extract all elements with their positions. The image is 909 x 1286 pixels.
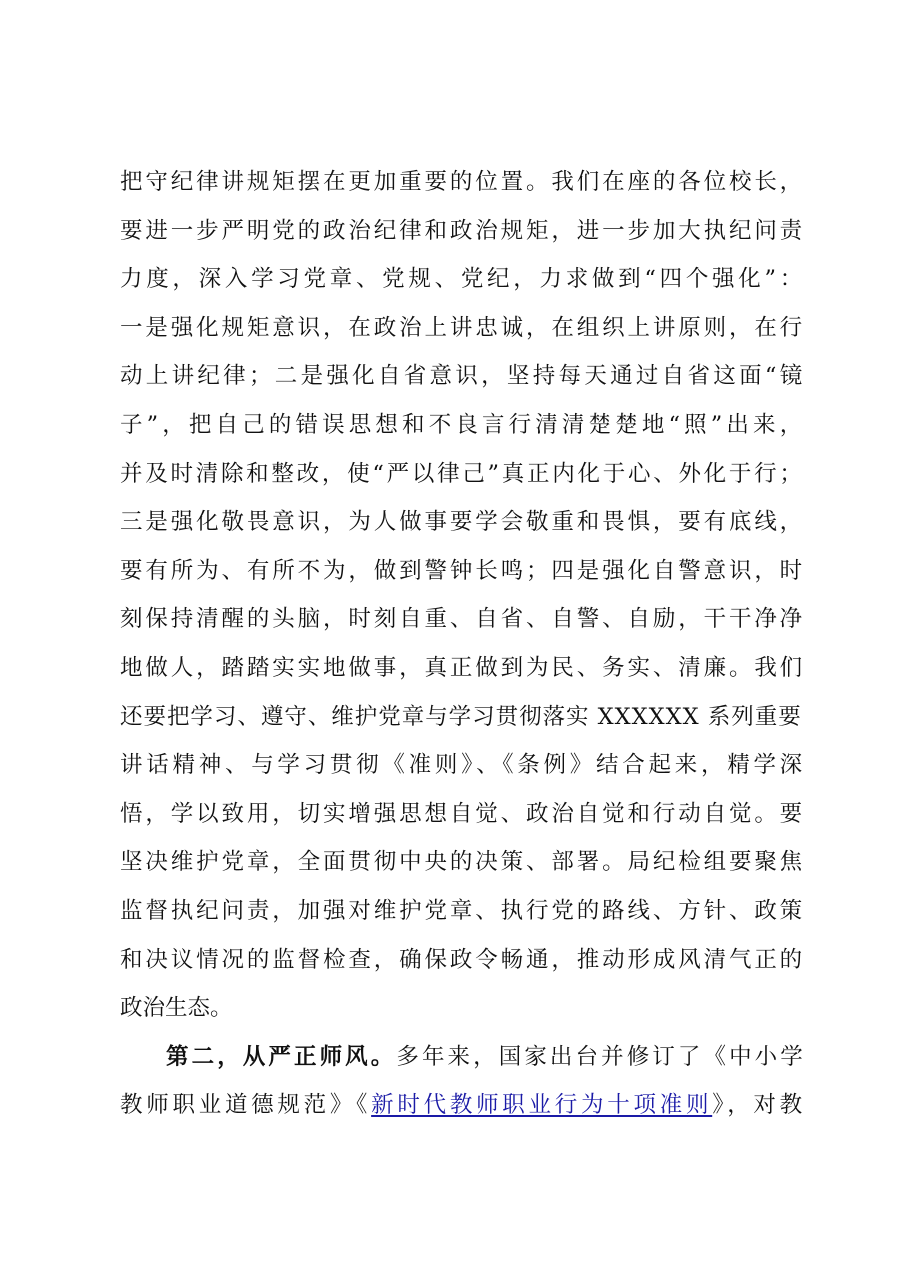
text-line — [120, 352, 810, 401]
line-text: 刻保持清醒的头脑，时刻自重、自省、自警、自励，干干净净 — [120, 606, 806, 633]
text-line — [120, 595, 810, 644]
line-text: 子”，把自己的错误思想和不良言行清清楚楚地“照”出来， — [120, 411, 807, 438]
document-body — [120, 158, 810, 1130]
line-text: 讲话精神、与学习贯彻《准则》、《条例》结合起来，精学深 — [120, 752, 806, 779]
paragraph-2 — [120, 1033, 810, 1130]
teacher-code-link[interactable]: 新时代教师职业行为十项准则 — [371, 1092, 713, 1119]
text-line — [120, 207, 810, 256]
line-text: 教师职业道德规范》《 — [120, 1092, 372, 1119]
line-text: 监督执纪问责，加强对维护党章、执行党的路线、方针、政策 — [120, 897, 806, 924]
line-text: 一是强化规矩意识，在政治上讲忠诚，在组织上讲原则，在行 — [120, 314, 806, 341]
text-line — [120, 741, 810, 790]
text-line — [120, 1033, 810, 1082]
line-text: 要进一步严明党的政治纪律和政治规矩，进一步加大执纪问责 — [120, 217, 806, 244]
text-line — [120, 1081, 810, 1130]
line-text: 多年来，国家出台并修订了《中小学 — [396, 1043, 806, 1070]
line-text: 》，对教 — [712, 1092, 806, 1119]
text-line — [120, 304, 810, 353]
line-text: 地做人，踏踏实实地做事，真正做到为民、务实、清廉。我们 — [120, 654, 806, 681]
line-text: 坚决维护党章，全面贯彻中央的决策、部署。局纪检组要聚焦 — [120, 849, 806, 876]
section-heading: 第二，从严正师风。 — [166, 1043, 397, 1070]
text-line — [120, 984, 810, 1033]
line-text: 动上讲纪律；二是强化自省意识，坚持每天通过自省这面“镜 — [120, 363, 806, 390]
line-text: 并及时清除和整改，使“严以律己”真正内化于心、外化于行； — [120, 460, 805, 487]
text-line — [120, 158, 810, 207]
text-line — [120, 401, 810, 450]
line-text: 把守纪律讲规矩摆在更加重要的位置。我们在座的各位校长， — [120, 169, 806, 195]
text-line — [120, 936, 810, 985]
line-text: 要有所为、有所不为，做到警钟长鸣；四是强化自警意识，时 — [120, 557, 806, 584]
text-line — [120, 790, 810, 839]
line-text: 力度，深入学习党章、党规、党纪，力求做到“四个强化”： — [120, 266, 806, 293]
text-line — [120, 838, 810, 887]
line-text: 悟，学以致用，切实增强思想自觉、政治自觉和行动自觉。要 — [120, 800, 806, 827]
text-line — [120, 693, 810, 742]
text-line — [120, 255, 810, 304]
text-line — [120, 887, 810, 936]
text-line — [120, 498, 810, 547]
line-text: 政治生态。 — [120, 995, 233, 1022]
line-text: 三是强化敬畏意识，为人做事要学会敬重和畏惧，要有底线， — [120, 509, 806, 536]
text-line — [120, 547, 810, 596]
paragraph-1 — [120, 158, 810, 1033]
text-line — [120, 644, 810, 693]
text-line — [120, 450, 810, 499]
line-text: 还要把学习、遵守、维护党章与学习贯彻落实 XXXXXX 系列重要 — [120, 703, 802, 730]
line-text: 和决议情况的监督检查，确保政令畅通，推动形成风清气正的 — [120, 946, 806, 973]
